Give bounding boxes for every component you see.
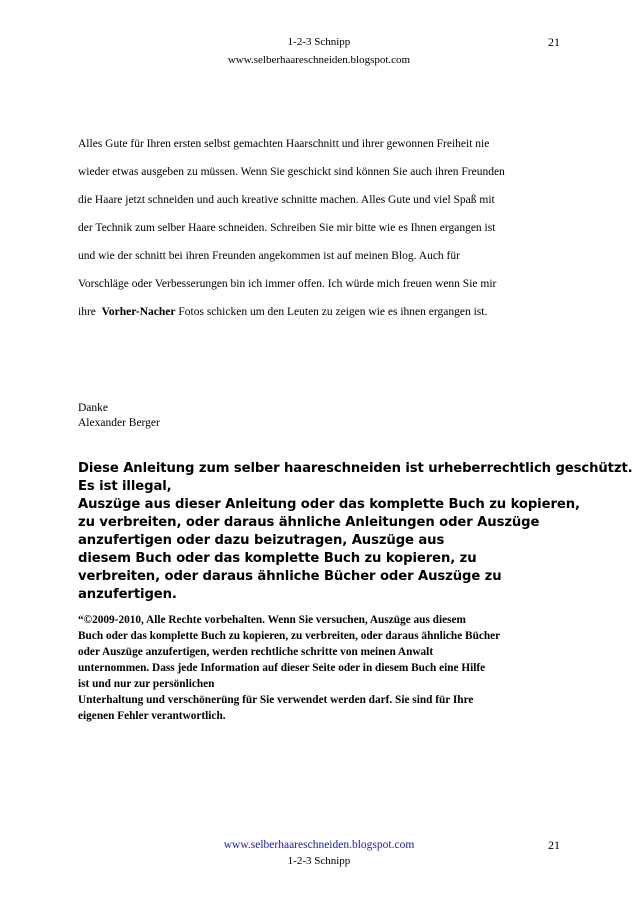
- footer-url: www.selberhaareschneiden.blogspot.com: [223, 839, 415, 851]
- body-text: Fotos schicken um den Leuten zu zeigen wie es ihnen ergangen ist.: [175, 306, 488, 318]
- copyright-line: Es ist illegal,: [78, 479, 172, 494]
- signature-name: Alexander Berger: [78, 417, 160, 429]
- footer-title: 1-2-3 Schnipp: [287, 855, 351, 867]
- body-text: ihre: [78, 306, 99, 318]
- signature-thanks: Danke: [78, 402, 109, 414]
- footer-page-number: 21: [548, 838, 560, 852]
- copyright-line: anzufertigen.: [78, 587, 177, 602]
- body-line: wieder etwas ausgeben zu müssen. Wenn Sie geschickt sind können Sie auch ihren Freunden: [78, 166, 505, 178]
- rights-line: eigenen Fehler verantwortlich.: [78, 710, 226, 722]
- rights-line: oder Auszüge anzufertigen, werden rechtliche schritte von meinen Anwalt: [78, 646, 434, 658]
- rights-line: “©2009-2010, Alle Rechte vorbehalten. Wenn Sie versuchen, Auszüge aus diesem: [78, 614, 466, 626]
- body-line-last: [78, 305, 487, 319]
- copyright-line: Diese Anleitung zum selber haareschneiden ist urheberrechtlich geschützt.: [78, 461, 633, 476]
- copyright-line: verbreiten, oder daraus ähnliche Bücher oder Auszüge zu: [78, 569, 502, 584]
- body-line: und wie der schnitt bei ihren Freunden angekommen ist auf meinen Blog. Auch für: [78, 250, 460, 262]
- body-emphasis: Vorher-Nacher: [101, 306, 176, 318]
- copyright-line: Auszüge aus dieser Anleitung oder das komplette Buch zu kopieren,: [78, 497, 580, 512]
- rights-line: Unterhaltung und verschönerüng für Sie verwendet werden darf. Sie sind für Ihre: [78, 694, 474, 706]
- rights-line: Buch oder das komplette Buch zu kopieren, zu verbreiten, oder daraus ähnliche Bücher: [78, 630, 501, 642]
- body-line: Vorschläge oder Verbesserungen bin ich immer offen. Ich würde mich freuen wenn Sie mir: [78, 278, 497, 290]
- body-line: Alles Gute für Ihren ersten selbst gemachten Haarschnitt und ihrer gewonnen Freiheit nie: [78, 138, 490, 150]
- header-page-number: 21: [548, 35, 560, 49]
- header-title: 1-2-3 Schnipp: [287, 36, 351, 48]
- copyright-line: anzufertigen oder dazu beizutragen, Auszüge aus: [78, 533, 445, 548]
- rights-line: ist und nur zur persönlichen: [78, 678, 215, 690]
- body-line: die Haare jetzt schneiden und auch kreative schnitte machen. Alles Gute und viel Spaß mit: [78, 194, 495, 206]
- rights-line: unternommen. Dass jede Information auf dieser Seite oder in diesem Buch eine Hilfe: [78, 662, 486, 674]
- header-url: www.selberhaareschneiden.blogspot.com: [227, 54, 411, 66]
- copyright-line: diesem Buch oder das komplette Buch zu kopieren, zu: [78, 551, 477, 566]
- body-line: der Technik zum selber Haare schneiden. Schreiben Sie mir bitte wie es Ihnen ergangen ist: [78, 222, 496, 234]
- copyright-line: zu verbreiten, oder daraus ähnliche Anleitungen oder Auszüge: [78, 515, 540, 530]
